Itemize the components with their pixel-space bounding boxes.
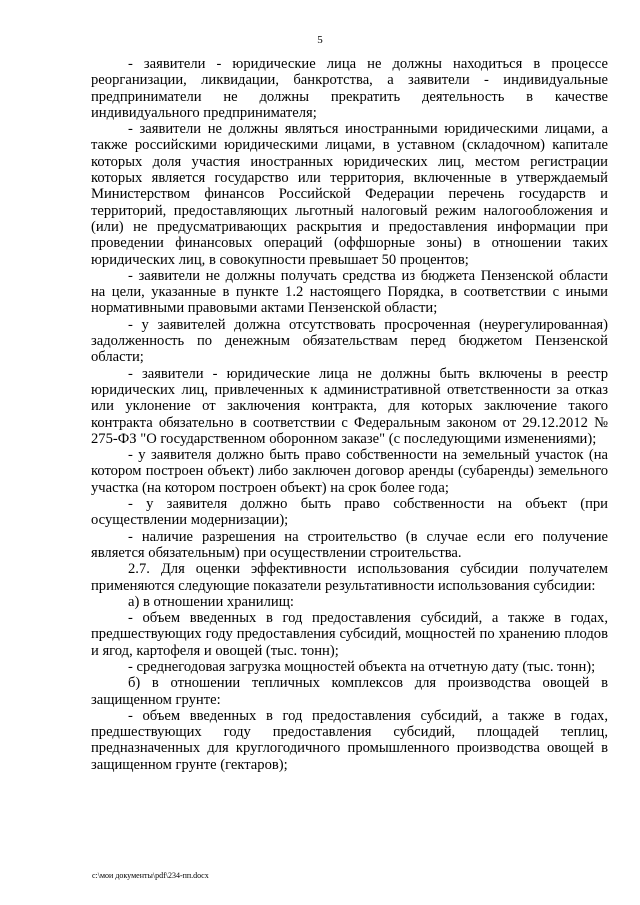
footer-file-path: c:\мои документы\pdf\234-пп.docx [92, 871, 209, 880]
paragraph: - объем введенных в год предоставления субсидий, а также в годах, предшествующих году предоставления субсидий, мощностей по хранению плодов и ягод, картофеля и овощей (тыс. тонн); [91, 610, 608, 659]
paragraph: а) в отношении хранилищ: [128, 593, 294, 610]
paragraph: - наличие разрешения на строительство (в случае если его получение является обязательным) при осуществлении строительства. [91, 528, 608, 561]
paragraph: - у заявителя должно быть право собственности на земельный участок (на котором построен объект) либо заключен договор аренды (субаренды) земельного участка (на котором построен объект) на срок более года; [91, 447, 608, 496]
paragraph: - заявители - юридические лица не должны быть включены в реестр юридических лиц, привлеченных к административной ответственности за отказ или уклонение от заключения контракта, для которых заключение такого контракта обязательно в соответствии с Федеральным законом от 29.12.2012 № 275-ФЗ "О государственном оборонном заказе" (с последующими изменениями); [91, 365, 608, 447]
paragraph: 2.7. Для оценки эффективности использования субсидии получателем применяются следующие показатели результативности использования субсидии: [91, 561, 608, 594]
page-number: 5 [317, 34, 323, 46]
paragraph: - у заявителей должна отсутствовать просроченная (неурегулированная) задолженность по денежным обязательствам перед бюджетом Пензенской области; [91, 316, 608, 366]
paragraph: - заявители не должны получать средства из бюджета Пензенской области на цели, указанные в пункте 1.2 настоящего Порядка, в соответствии с иными нормативными правовыми актами Пензенской области; [91, 267, 608, 317]
paragraph: - заявители не должны являться иностранными юридическими лицами, а также российскими юридическими лицами, в уставном (складочном) капитале которых доля участия иностранных юридических лиц, местом регистрации которых является государство или территория, включенные в утверждаемый Министерством финансов Российской Федерации перечень государств и территорий, предоставляющих льготный налоговый режим налогообложения и (или) не предусматривающих раскрытия и предоставления информации при проведении финансовых операций (оффшорные зоны) в отношении таких юридических лиц, в совокупности превышает 50 процентов; [91, 121, 608, 268]
paragraph: - у заявителя должно быть право собственности на объект (при осуществлении модернизации); [91, 496, 608, 529]
paragraph: - среднегодовая загрузка мощностей объекта на отчетную дату (тыс. тонн); [128, 658, 596, 675]
paragraph: - объем введенных в год предоставления субсидий, а также в годах, предшествующих году предоставления субсидий, площадей теплиц, предназначенных для круглогодичного промышленного производства овощей в защищенном грунте (гектаров); [91, 707, 608, 773]
document-body [91, 56, 608, 773]
paragraph: - заявители - юридические лица не должны находиться в процессе реорганизации, ликвидации, банкротства, а заявители - индивидуальные предприниматели не должны прекратить деятельность в качестве индивидуального предпринимателя; [91, 56, 608, 121]
paragraph: б) в отношении тепличных комплексов для производства овощей в защищенном грунте: [91, 675, 608, 708]
